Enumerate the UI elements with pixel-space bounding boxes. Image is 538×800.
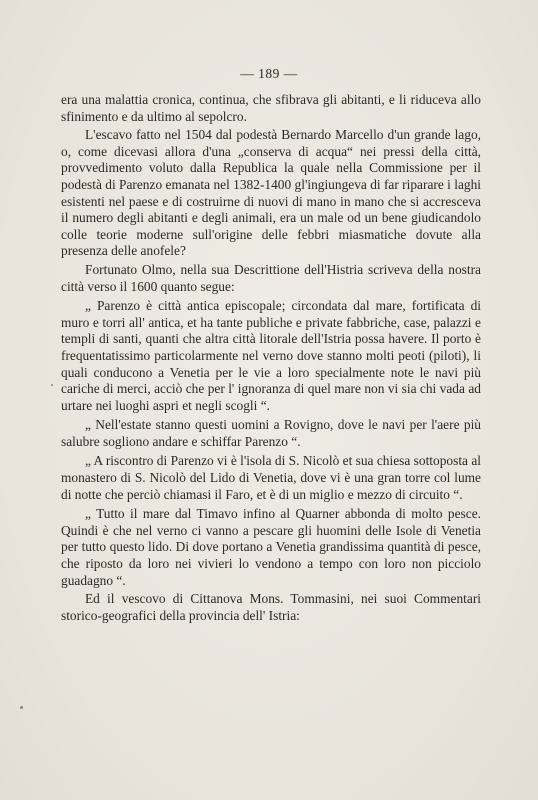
paragraph-5: „ Nell'estate stanno questi uomini a Rovigno, dove le navi per l'aere più salubre sogliono andare e schiffar Parenzo “. [61, 417, 481, 449]
paragraph-2: L'escavo fatto nel 1504 dal podestà Bernardo Marcello d'un grande lago, o, come dicevasi allora d'una „conserva di acqua“ nei pressi della città, provvedimento voluto dalla Republica la quale nella Commissione per il podestà di Parenzo emanata nel 1382-1400 gl'ingiungeva di far riparare i laghi esistenti nel paese e di costruirne di nuovi di mano in mano che si accresceva il numero degli abitanti e degli animali, era un male od un bene giudicandolo colle teorie moderne sull'origine delle febbri miasmatiche dovute alla presenza delle anofele? [61, 127, 481, 259]
paragraph-7: „ Tutto il mare dal Timavo infino al Quarner abbonda di molto pesce. Quindi è che nel verno ci vanno a pescare gli huomini delle Isole di Venetia per tutto questo lido. Di dove portano a Venetia grandissima quantità di pesce, che riposto da loro nei vivieri lo vendono a tempo con loro non picciolo guadagno “. [61, 506, 481, 588]
paper-speck [51, 384, 53, 386]
paragraph-4: „ Parenzo è città antica episcopale; circondata dal mare, fortificata di muro e torri all' antica, et ha tante publiche e private fabbriche, case, palazzi e templi di santi, quanti che altra città litorale dell'Istria possa havere. Il porto è frequentatissimo particolarmente nel verno dove stanno molti peoti (piloti), li quali conducono a Venetia per le vie a loro specialmente note le navi più cariche di merci, acciò che per l' ignoranza di quel mare non vi sia chi vada ad urtare nei luoghi aspri et negli scogli “. [61, 298, 481, 413]
body-text [61, 92, 481, 624]
paragraph-3: Fortunato Olmo, nella sua Descrittione dell'Histria scriveva della nostra città verso il 1600 quanto segue: [61, 261, 481, 294]
paragraph-6: „ A riscontro di Parenzo vi è l'isola di S. Nicolò et sua chiesa sottoposta al monastero di S. Nicolò del Lido di Venetia, dove vi è una gran torre col lume di notte che perciò chiamasi il Faro, et è di un miglio e mezzo di circuito “. [61, 453, 481, 502]
paper-speck [20, 706, 23, 709]
paragraph-1: era una malattia cronica, continua, che sfibrava gli abitanti, e li riduceva allo sfinimento e da ultimo al sepolcro. [61, 92, 481, 124]
page-number: — 189 — [240, 66, 298, 81]
paragraph-8: Ed il vescovo di Cittanova Mons. Tommasini, nei suoi Commentari storico-geografici della provincia dell' Istria: [61, 591, 481, 623]
